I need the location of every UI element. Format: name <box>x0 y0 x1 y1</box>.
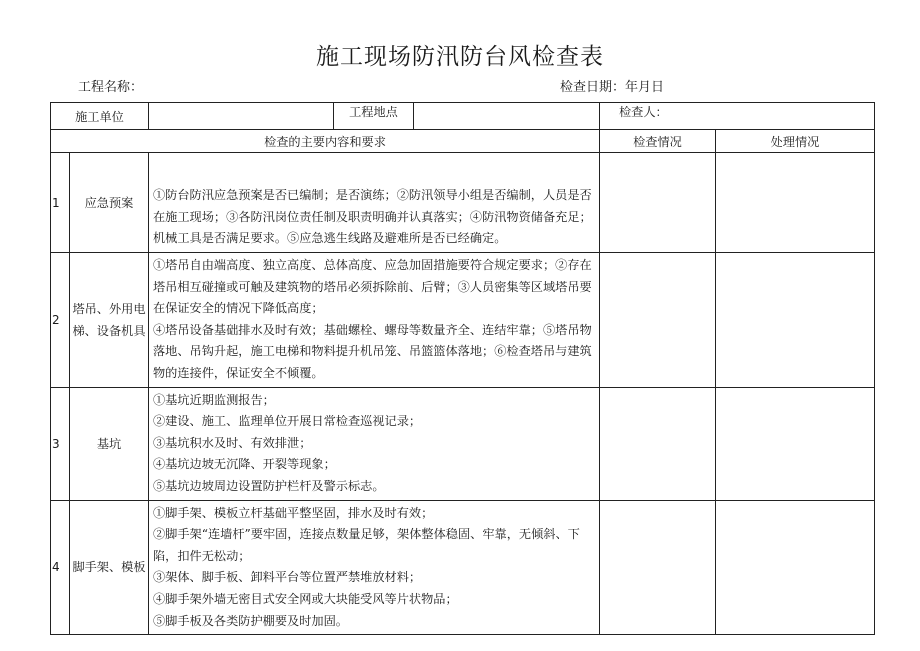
row-content <box>149 253 600 388</box>
requirement-line: ⑤基坑边坡周边设置防护栏杆及警示标志。 <box>153 478 385 493</box>
check-status-cell[interactable] <box>600 153 716 253</box>
requirement-line: ③架体、脚手板、卸料平台等位置严禁堆放材料； <box>153 570 422 585</box>
row-category: 塔吊、外用电梯、设备机具 <box>70 253 149 388</box>
check-status-column-header: 检查情况 <box>600 130 716 153</box>
row-category: 脚手架、模板 <box>70 500 149 635</box>
requirement-line: ①脚手架、模板立杆基础平整坚固，排水及时有效； <box>153 505 434 520</box>
row-number: 2 <box>51 253 70 388</box>
construction-unit-label: 施工单位 <box>51 103 149 130</box>
requirement-line: ④塔吊设备基础排水及时有效；基础螺栓、螺母等数量齐全、连结牢靠；⑤塔吊物落地、吊钩升起，施工电梯和物料提升机吊笼、吊篮篮体落地；⑥检查塔吊与建筑物的连接件，保证安全不倾覆。 <box>153 322 592 380</box>
unit-header-row <box>51 103 875 130</box>
check-date-label: 检查日期：年月日 <box>560 80 665 95</box>
page-title: 施工现场防汛防台风检查表 <box>316 44 604 70</box>
check-status-cell[interactable] <box>600 500 716 635</box>
construction-unit-field[interactable] <box>149 103 334 130</box>
handling-status-cell[interactable] <box>716 253 875 388</box>
table-row <box>51 500 875 635</box>
table-row <box>51 387 875 500</box>
requirement-line: ①基坑近期监测报告； <box>153 392 275 407</box>
row-number: 3 <box>51 387 70 500</box>
check-status-cell[interactable] <box>600 387 716 500</box>
content-column-header: 检查的主要内容和要求 <box>51 130 600 153</box>
requirement-line: ⑤脚手板及各类防护棚要及时加固。 <box>153 613 348 628</box>
row-number: 1 <box>51 153 70 253</box>
project-location-field[interactable] <box>414 103 600 130</box>
handling-status-column-header: 处理情况 <box>716 130 875 153</box>
project-location-label: 工程地点 <box>334 103 414 130</box>
requirement-line: ④基坑边坡无沉降、开裂等现象； <box>153 457 336 472</box>
requirement-line: ①塔吊自由端高度、独立高度、总体高度、应急加固措施要符合规定要求；②存在塔吊相互碰撞或可触及建筑物的塔吊必须拆除前、后臂；③人员密集等区域塔吊要在保证安全的情况下降低高度； <box>153 258 592 316</box>
requirement-line: ③基坑积水及时、有效排泄； <box>153 435 312 450</box>
row-content <box>149 153 600 253</box>
requirement-line: ①防台防汛应急预案是否已编制；是否演练；②防汛领导小组是否编制，人员是否在施工现场；③各防汛岗位责任制及职责明确并认真落实；④防汛物资储备充足；机械工具是否满足要求。⑤应急逃生线路及避难所是否已经确定。 <box>153 188 592 246</box>
inspector-label: 检查人： <box>600 103 875 130</box>
project-name-label: 工程名称： <box>78 80 144 95</box>
table-row <box>51 253 875 388</box>
check-status-cell[interactable] <box>600 253 716 388</box>
row-number: 4 <box>51 500 70 635</box>
row-category: 应急预案 <box>70 153 149 253</box>
handling-status-cell[interactable] <box>716 153 875 253</box>
handling-status-cell[interactable] <box>716 500 875 635</box>
requirement-line: ②脚手架“连墙杆”要牢固，连接点数量足够，架体整体稳固、牢靠，无倾斜、下陷，扣件无松动； <box>153 527 580 563</box>
column-header-row <box>51 130 875 153</box>
requirement-line: ④脚手架外墙无密目式安全网或大块能受风等片状物品； <box>153 591 458 606</box>
row-content <box>149 500 600 635</box>
row-content <box>149 387 600 500</box>
handling-status-cell[interactable] <box>716 387 875 500</box>
inspection-table <box>50 102 875 635</box>
row-category: 基坑 <box>70 387 149 500</box>
table-row <box>51 153 875 253</box>
requirement-line: ②建设、施工、监理单位开展日常检查巡视记录； <box>153 414 422 429</box>
